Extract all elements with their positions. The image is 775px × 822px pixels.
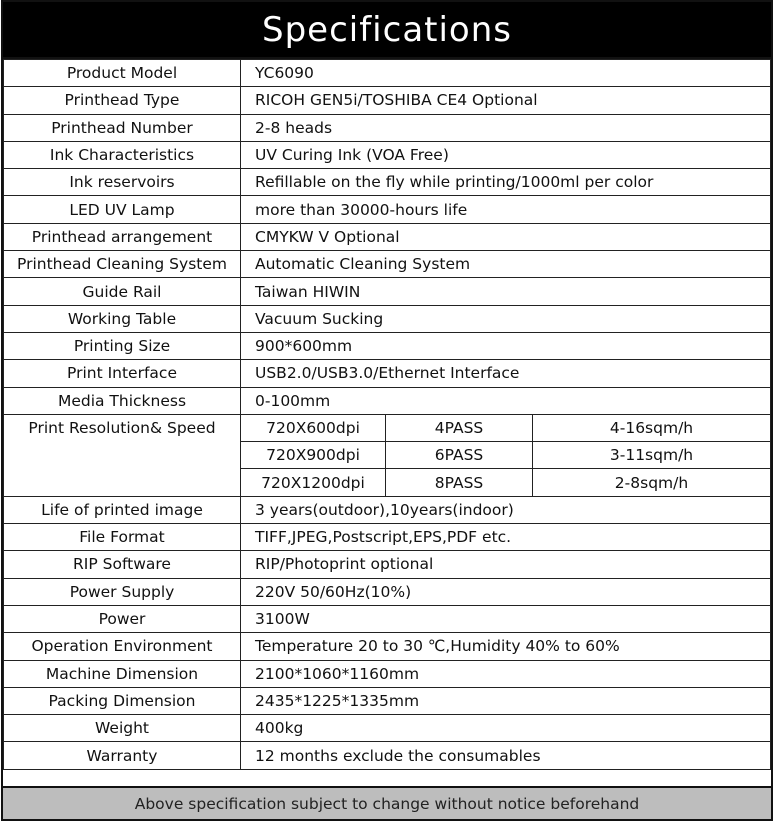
spec-label: Media Thickness — [4, 387, 241, 414]
spec-value: Temperature 20 to 30 ℃,Humidity 40% to 60% — [241, 633, 771, 660]
resolution-pass: 8PASS — [386, 469, 533, 496]
spec-row — [4, 551, 771, 578]
spec-row — [4, 60, 771, 87]
spec-value: 400kg — [241, 715, 771, 742]
spec-row — [4, 251, 771, 278]
resolution-row — [4, 414, 771, 441]
resolution-resolution: 720X600dpi — [241, 414, 386, 441]
resolution-speed: 4-16sqm/h — [533, 414, 771, 441]
spec-label: RIP Software — [4, 551, 241, 578]
spec-row — [4, 687, 771, 714]
spec-label: Working Table — [4, 305, 241, 332]
resolution-pass: 6PASS — [386, 442, 533, 469]
spec-label: File Format — [4, 524, 241, 551]
spec-label: LED UV Lamp — [4, 196, 241, 223]
spec-value: 900*600mm — [241, 332, 771, 359]
spec-label: Print Interface — [4, 360, 241, 387]
spec-row — [4, 196, 771, 223]
spec-label: Printhead Cleaning System — [4, 251, 241, 278]
spec-value: Vacuum Sucking — [241, 305, 771, 332]
spec-row — [4, 278, 771, 305]
resolution-label: Print Resolution& Speed — [4, 414, 241, 496]
spec-value: 3100W — [241, 605, 771, 632]
resolution-resolution: 720X1200dpi — [241, 469, 386, 496]
spec-row — [4, 87, 771, 114]
spec-value: Taiwan HIWIN — [241, 278, 771, 305]
page-title: Specifications — [3, 2, 771, 59]
spec-row — [4, 332, 771, 359]
spec-row — [4, 305, 771, 332]
spec-label: Ink reservoirs — [4, 169, 241, 196]
spec-value: 2100*1060*1160mm — [241, 660, 771, 687]
spec-row — [4, 141, 771, 168]
spec-label: Life of printed image — [4, 496, 241, 523]
spec-row — [4, 387, 771, 414]
spec-label: Weight — [4, 715, 241, 742]
spec-value: 12 months exclude the consumables — [241, 742, 771, 769]
spec-value: USB2.0/USB3.0/Ethernet Interface — [241, 360, 771, 387]
spec-label: Packing Dimension — [4, 687, 241, 714]
footer-note: Above specification subject to change without notice beforehand — [3, 786, 771, 819]
spec-row — [4, 223, 771, 250]
spec-value: more than 30000-hours life — [241, 196, 771, 223]
spec-label: Printhead Type — [4, 87, 241, 114]
spec-row — [4, 715, 771, 742]
resolution-pass: 4PASS — [386, 414, 533, 441]
spec-table — [3, 59, 771, 770]
spec-value: 2-8 heads — [241, 114, 771, 141]
spec-row — [4, 633, 771, 660]
spec-label: Guide Rail — [4, 278, 241, 305]
spec-value: 220V 50/60Hz(10%) — [241, 578, 771, 605]
spec-sheet — [1, 0, 773, 821]
spec-value: YC6090 — [241, 60, 771, 87]
spec-value: CMYKW V Optional — [241, 223, 771, 250]
resolution-speed: 2-8sqm/h — [533, 469, 771, 496]
spec-row — [4, 114, 771, 141]
spec-label: Power Supply — [4, 578, 241, 605]
spec-row — [4, 169, 771, 196]
spec-label: Product Model — [4, 60, 241, 87]
spec-value: Automatic Cleaning System — [241, 251, 771, 278]
spec-row — [4, 605, 771, 632]
spec-value: 3 years(outdoor),10years(indoor) — [241, 496, 771, 523]
resolution-speed: 3-11sqm/h — [533, 442, 771, 469]
spec-label: Printhead Number — [4, 114, 241, 141]
spec-value: UV Curing Ink (VOA Free) — [241, 141, 771, 168]
spec-value: 0-100mm — [241, 387, 771, 414]
spec-label: Warranty — [4, 742, 241, 769]
spec-value: 2435*1225*1335mm — [241, 687, 771, 714]
spec-value: RIP/Photoprint optional — [241, 551, 771, 578]
spec-row — [4, 360, 771, 387]
spec-label: Printhead arrangement — [4, 223, 241, 250]
spec-label: Printing Size — [4, 332, 241, 359]
spec-value: RICOH GEN5i/TOSHIBA CE4 Optional — [241, 87, 771, 114]
spec-row — [4, 742, 771, 769]
spec-label: Operation Environment — [4, 633, 241, 660]
spec-value: TIFF,JPEG,Postscript,EPS,PDF etc. — [241, 524, 771, 551]
spec-row — [4, 578, 771, 605]
spec-label: Ink Characteristics — [4, 141, 241, 168]
spec-row — [4, 524, 771, 551]
spec-row — [4, 660, 771, 687]
resolution-resolution: 720X900dpi — [241, 442, 386, 469]
spec-label: Power — [4, 605, 241, 632]
spec-value: Refillable on the fly while printing/1000ml per color — [241, 169, 771, 196]
spec-label: Machine Dimension — [4, 660, 241, 687]
spec-row — [4, 496, 771, 523]
